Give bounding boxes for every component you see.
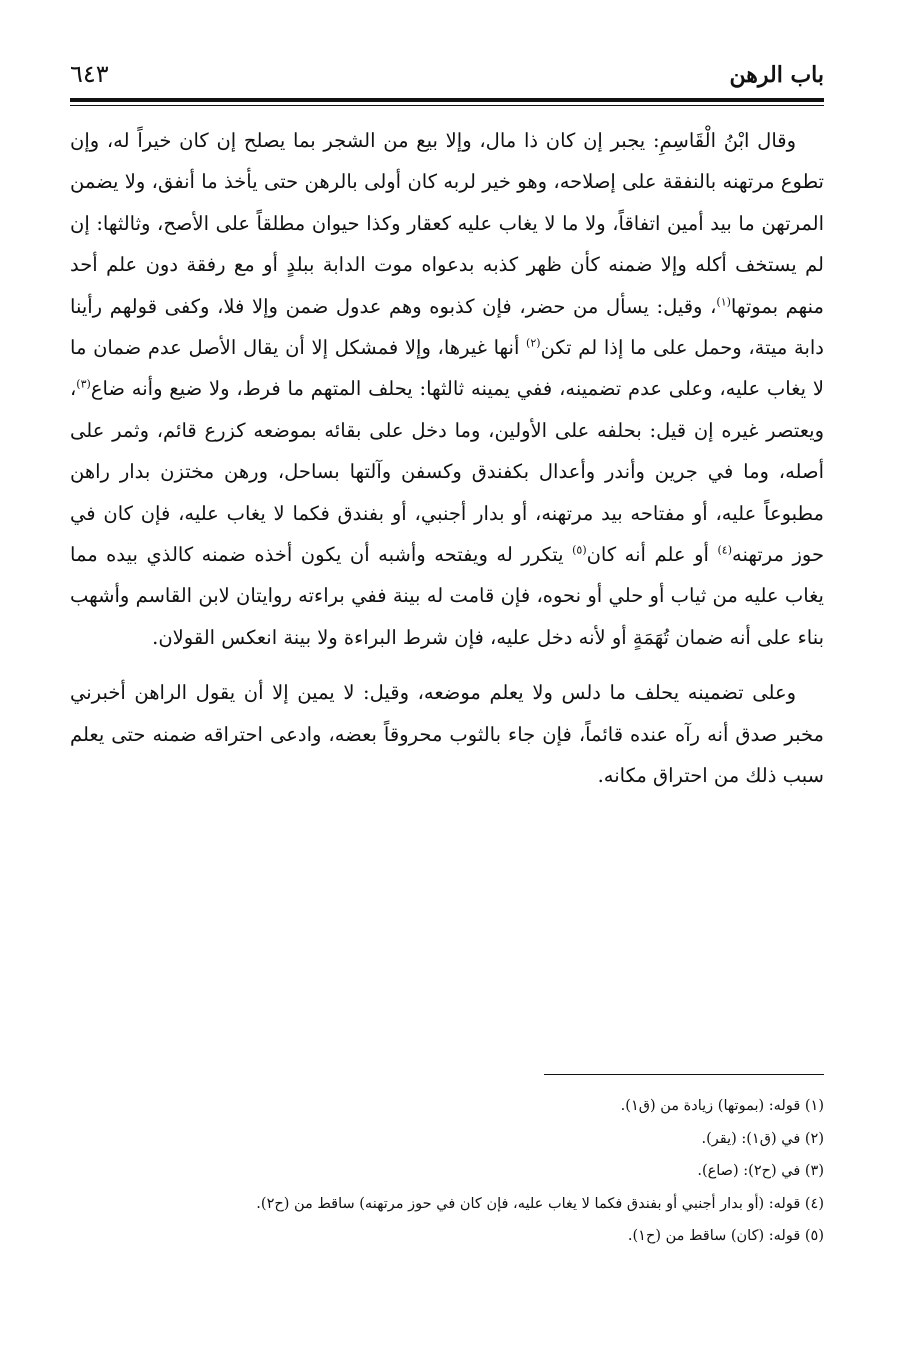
footnote-ref: (٣) — [76, 377, 91, 391]
footnote: (٥) قوله: (كان) ساقط من (ح١). — [627, 1228, 824, 1244]
footnote: (٢) في (ق١): (يقر). — [701, 1130, 824, 1147]
footnote-ref: (٤) — [717, 543, 732, 557]
body-text — [70, 120, 824, 797]
paragraph — [70, 120, 824, 658]
running-title: باب الرهن — [729, 62, 824, 88]
page-header — [70, 52, 824, 98]
text-run: أنها غيرها، وإلا فمشكل إلا أن يقال الأصل عدم ضمان ما لا يغاب عليه، وعلى عدم تضمينه، ففي يمينه ثالثها: يحلف المتهم ما فرط، ولا ضيع وأنه ضاع — [70, 336, 824, 401]
text-run: وعلى تضمينه يحلف ما دلس ولا يعلم موضعه، وقيل: لا يمين إلا أن يقول الراهن أخبرني مخبر صدق أنه رآه عنده قائماً، فإن جاء بالثوب محروقاً بعضه، وادعى احتراقه ضمنه حتى يعلم سبب ذلك من احتراق مكانه. — [70, 681, 824, 788]
text-run: يتكرر له ويفتحه وأشبه أن يكون أخذه ضمنه كالذي بيده مما يغاب عليه من ثياب أو حلي أو نحوه، فإن قامت له بينة ففي براءته روايتان لابن القاسم وأشهب بناء على أنه ضمان تُهَمَةٍ أو لأنه دخل عليه، فإن شرط البراءة ولا بينة انعكس القولان. — [70, 543, 824, 649]
text-run: وقال ابْنُ الْقَاسِمِ: يجبر إن كان ذا مال، وإلا بيع من الشجر بما يصلح إن كان خيراً له، وإن تطوع مرتهنه بالنفقة على إصلاحه، وهو خير لربه كان أولى بالرهن حتى يأخذ ما أنفق، ولا يضمن المرتهن ما بيد أمين اتفاقاً، ولا ما لا يغاب عليه كعقار وكذا حيوان مطلقاً على الأصح، وثالثها: إن لم يستخف أكله وإلا ضمنه كأن ظهر كذبه بدعواه موت الدابة ببلدٍ أو مع رفقة دون علم أحد منهم بموتها — [70, 129, 824, 318]
page — [70, 52, 825, 1244]
footnotes — [70, 1090, 824, 1253]
footnote-ref: (٢) — [526, 336, 541, 350]
text-run: ، ويعتصر غيره إن قيل: بحلفه على الأولين، وما دخل على بقائه بموضعه كزرع قائم، وثمر على أصله، وما في جرين وأندر وأعدال بكفندق وكسفن وآلتها بساحل، ورهن مختزن بدار راهن مطبوعاً عليه، أو مفتاحه بيد مرتهنه، أو بدار أجنبي، أو بفندق فكما لا يغاب عليه، فإن كان في حوز مرتهنه — [70, 377, 825, 567]
page-number: ٦٤٣ — [70, 60, 109, 88]
footnote-separator — [544, 1074, 824, 1075]
header-rule-thick — [70, 98, 824, 102]
footnote-ref: (٥) — [572, 543, 587, 557]
text-run: ، وقيل: يسأل من حضر، فإن كذبوه وهم عدول ضمن وإلا فلا، وكفى قولهم رأينا دابة ميتة، وحمل على ما إذا لم تكن — [70, 294, 824, 360]
footnote: (٤) قوله: (أو بدار أجنبي أو بفندق فكما لا يغاب عليه، فإن كان في حوز مرتهنه) ساقط من (ح٢). — [256, 1195, 824, 1212]
text-run: أو علم أنه كان — [586, 543, 718, 567]
footnote: (٣) في (ح٢): (صاع). — [697, 1163, 824, 1179]
footnote: (١) قوله: (بموتها) زيادة من (ق١). — [620, 1098, 824, 1114]
footnote-ref: (١) — [716, 295, 731, 309]
paragraph — [70, 672, 824, 796]
header-rule-thin — [70, 105, 824, 106]
